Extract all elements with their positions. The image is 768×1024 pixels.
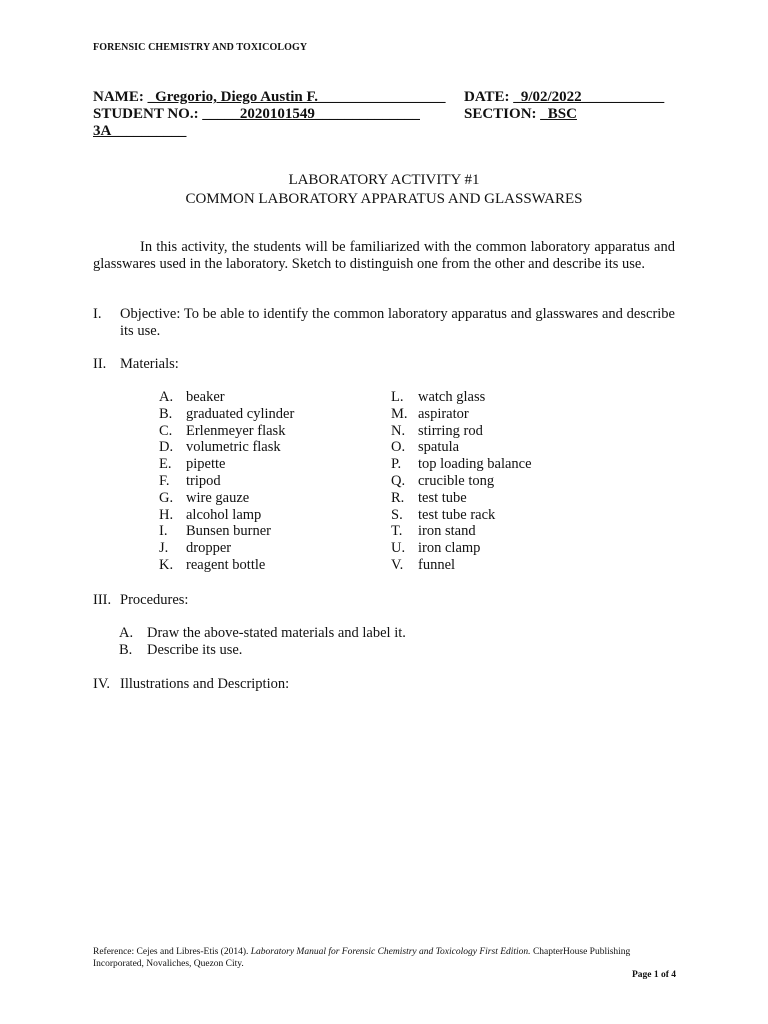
material-name: tripod xyxy=(186,472,221,489)
student-no-label: STUDENT NO.: xyxy=(93,106,199,122)
material-name: graduated cylinder xyxy=(186,405,295,422)
activity-title xyxy=(93,171,675,209)
material-item xyxy=(391,406,641,423)
material-name: reagent bottle xyxy=(186,556,266,573)
material-name: iron stand xyxy=(418,523,476,540)
page-number: Page 1 of 4 xyxy=(631,970,676,980)
section-number: III. xyxy=(93,592,112,608)
material-item xyxy=(159,439,359,456)
material-name: crucible tong xyxy=(418,472,495,489)
material-letter: P. xyxy=(391,456,402,473)
material-letter: S. xyxy=(391,506,403,523)
material-letter: U. xyxy=(391,540,406,557)
material-name: test tube xyxy=(418,489,467,506)
objective-section xyxy=(93,306,675,340)
material-item xyxy=(391,456,641,473)
materials-heading-row xyxy=(93,356,675,373)
material-item xyxy=(391,540,641,557)
materials-left-column xyxy=(159,389,359,574)
material-letter: E. xyxy=(159,456,172,473)
material-item xyxy=(159,406,359,423)
material-item xyxy=(159,523,359,540)
material-item xyxy=(159,490,359,507)
material-item xyxy=(159,423,359,440)
illustrations-heading-row xyxy=(93,676,675,693)
material-name: Bunsen burner xyxy=(186,523,271,540)
material-name: dropper xyxy=(186,540,232,557)
material-item xyxy=(391,389,641,406)
material-letter: H. xyxy=(159,506,174,523)
material-item xyxy=(159,507,359,524)
material-letter: L. xyxy=(391,389,404,405)
student-no-value: _____2020101549______________ xyxy=(202,106,420,122)
material-letter: I. xyxy=(159,523,168,540)
reference-suffix: ChapterHouse Publishing Incorporated, Novaliches, Quezon City. xyxy=(93,947,631,969)
footer-reference xyxy=(93,947,653,970)
section-number: II. xyxy=(93,356,107,372)
material-name: top loading balance xyxy=(418,456,532,473)
activity-title-line2: COMMON LABORATORY APPARATUS AND GLASSWARES xyxy=(185,191,583,207)
material-item xyxy=(391,490,641,507)
section-value: _BSC xyxy=(540,106,577,122)
material-name: volumetric flask xyxy=(186,439,281,456)
material-name: spatula xyxy=(418,439,460,456)
material-item xyxy=(391,473,641,490)
material-letter: Q. xyxy=(391,472,406,489)
material-name: pipette xyxy=(186,456,226,473)
date-row xyxy=(464,89,664,106)
material-name: watch glass xyxy=(418,389,486,405)
material-name: funnel xyxy=(418,556,456,573)
material-item xyxy=(391,557,641,574)
material-item xyxy=(159,540,359,557)
activity-title-line1: LABORATORY ACTIVITY #1 xyxy=(288,172,480,188)
materials-right-column xyxy=(391,389,641,574)
materials-heading: Materials: xyxy=(120,356,179,372)
material-letter: J. xyxy=(159,540,169,557)
material-letter: R. xyxy=(391,489,405,506)
material-letter: M. xyxy=(391,405,408,422)
material-letter: B. xyxy=(159,405,173,422)
section-value-cont: 3A__________ xyxy=(93,123,187,139)
section-number: I. xyxy=(93,306,102,322)
procedure-text: Draw the above-stated materials and label it. xyxy=(147,625,406,641)
material-item xyxy=(391,507,641,524)
material-item xyxy=(159,456,359,473)
objective-text: Objective: To be able to identify the common laboratory apparatus and glasswares and describe its use. xyxy=(120,306,675,339)
section-value-continuation xyxy=(93,123,186,140)
material-name: aspirator xyxy=(418,405,469,422)
section-label: SECTION: xyxy=(464,106,537,122)
name-row xyxy=(93,89,446,106)
name-label: NAME: xyxy=(93,89,144,105)
procedure-letter: A. xyxy=(119,625,134,641)
course-title: FORENSIC CHEMISTRY AND TOXICOLOGY xyxy=(93,42,308,53)
material-item xyxy=(159,473,359,490)
illustrations-heading: Illustrations and Description: xyxy=(120,676,290,692)
material-name: Erlenmeyer flask xyxy=(186,422,286,439)
material-name: iron clamp xyxy=(418,540,481,557)
material-name: beaker xyxy=(186,389,225,405)
reference-prefix: Reference: Cejes and Libres-Etis (2014). xyxy=(93,947,249,957)
section-number: IV. xyxy=(93,676,111,692)
material-letter: N. xyxy=(391,422,406,439)
procedures-heading-row xyxy=(93,592,675,609)
material-letter: G. xyxy=(159,489,174,506)
material-item xyxy=(391,439,641,456)
procedure-text: Describe its use. xyxy=(147,642,243,658)
procedure-letter: B. xyxy=(119,642,133,658)
date-value: _9/02/2022___________ xyxy=(513,89,665,105)
material-name: wire gauze xyxy=(186,489,250,506)
date-label: DATE: xyxy=(464,89,510,105)
name-value: _Gregorio, Diego Austin F._________________ xyxy=(147,89,446,105)
reference-title: Laboratory Manual for Forensic Chemistry and Toxicology First Edition. xyxy=(250,947,531,957)
procedures-heading: Procedures: xyxy=(120,592,189,608)
material-item xyxy=(391,423,641,440)
material-name: test tube rack xyxy=(418,506,496,523)
material-letter: C. xyxy=(159,422,173,439)
student-no-row xyxy=(93,106,420,123)
material-letter: K. xyxy=(159,556,174,573)
intro-paragraph: In this activity, the students will be familiarized with the common laboratory apparatus and glasswares used in the laboratory. Sketch to distinguish one from the other and describe its use. xyxy=(93,239,675,272)
material-letter: V. xyxy=(391,556,404,573)
material-name: alcohol lamp xyxy=(186,506,262,523)
material-letter: F. xyxy=(159,472,170,489)
material-item xyxy=(159,389,359,406)
material-letter: T. xyxy=(391,523,403,540)
material-item xyxy=(391,523,641,540)
material-letter: A. xyxy=(159,389,174,405)
material-letter: D. xyxy=(159,439,174,456)
section-row xyxy=(464,106,577,123)
material-name: stirring rod xyxy=(418,422,483,439)
material-item xyxy=(159,557,359,574)
material-letter: O. xyxy=(391,439,406,456)
